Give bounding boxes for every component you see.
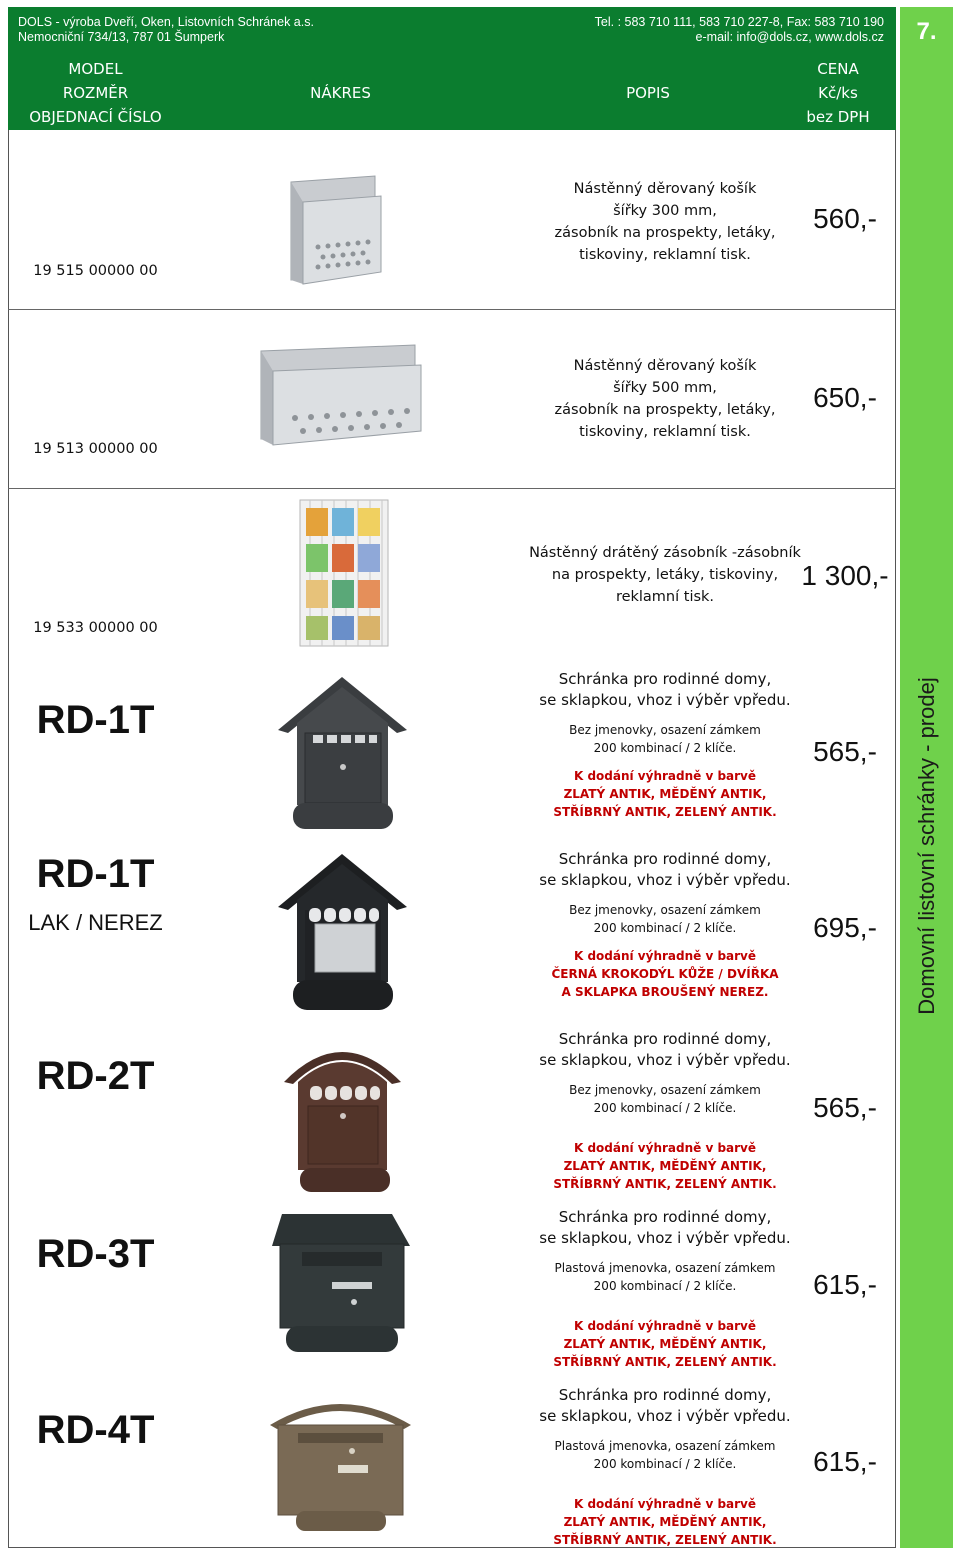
desc-line: se sklapkou, vhoz i výběr vpředu. — [539, 1229, 791, 1247]
desc-line: zásobník na prospekty, letáky, — [554, 402, 776, 418]
desc-line: ZLATÝ ANTIK, MĚDĚNÝ ANTIK, — [563, 1159, 767, 1173]
model-name: RD-1T — [36, 852, 155, 896]
desc-line: Plastová jmenovka, osazení zámkem — [554, 1261, 776, 1275]
desc-line: ZLATÝ ANTIK, MĚDĚNÝ ANTIK, — [563, 1337, 767, 1351]
desc-line: se sklapkou, vhoz i výběr vpředu. — [539, 1407, 791, 1425]
order-code: 19 515 00000 00 — [33, 263, 158, 279]
wire-brochure-rack-picture — [298, 498, 390, 648]
column-model — [8, 57, 183, 129]
price: 565,- — [813, 736, 877, 767]
desc-colors — [495, 1495, 835, 1549]
column-drawing: NÁKRES — [310, 84, 371, 102]
order-code: 19 533 00000 00 — [33, 620, 158, 636]
desc-main — [495, 669, 835, 711]
desc-line: Nástěnný drátěný zásobník -zásobník — [529, 545, 801, 561]
product-description — [495, 1029, 835, 1193]
desc-line: 200 kombinací / 2 klíče. — [593, 1101, 737, 1115]
desc-line: STŘÍBRNÝ ANTIK, ZELENÝ ANTIK. — [553, 1355, 777, 1369]
company-info — [18, 15, 314, 45]
desc-colors — [495, 767, 835, 821]
desc-line: se sklapkou, vhoz i výběr vpředu. — [539, 1051, 791, 1069]
price: 565,- — [813, 1092, 877, 1123]
desc-line: Bez jmenovky, osazení zámkem — [569, 723, 761, 737]
desc-line: reklamní tisk. — [615, 589, 715, 605]
desc-line: Plastová jmenovka, osazení zámkem — [554, 1439, 776, 1453]
desc-line: Nástěnný děrovaný košík — [573, 358, 757, 374]
desc-line: tiskoviny, reklamní tisk. — [579, 424, 751, 440]
desc-line: K dodání výhradně v barvě — [573, 949, 757, 963]
column-model-line: MODEL — [68, 60, 123, 78]
desc-lock — [495, 1437, 835, 1473]
category-sidebar — [900, 57, 953, 1548]
desc-line: STŘÍBRNÝ ANTIK, ZELENÝ ANTIK. — [553, 1533, 777, 1547]
price: 650,- — [813, 382, 877, 413]
price: 560,- — [813, 203, 877, 234]
model-name: RD-2T — [36, 1054, 155, 1098]
price: 615,- — [813, 1446, 877, 1477]
desc-lock — [495, 1081, 835, 1117]
desc-line: STŘÍBRNÝ ANTIK, ZELENÝ ANTIK. — [553, 805, 777, 819]
mailbox-rd-2t-picture — [280, 1030, 405, 1195]
row-divider — [8, 309, 896, 310]
mailbox-rd-1t-lak-nerez-picture — [275, 852, 410, 1017]
model-name: RD-3T — [36, 1232, 155, 1276]
desc-line: Bez jmenovky, osazení zámkem — [569, 903, 761, 917]
column-price — [773, 57, 903, 129]
product-description — [495, 355, 835, 443]
desc-line: Nástěnný děrovaný košík — [573, 181, 757, 197]
desc-line: 200 kombinací / 2 klíče. — [593, 741, 737, 755]
desc-line: ZLATÝ ANTIK, MĚDĚNÝ ANTIK, — [563, 1515, 767, 1529]
desc-colors — [495, 1139, 835, 1193]
product-description — [495, 542, 835, 608]
column-price-line: CENA — [817, 60, 859, 78]
model-name: RD-4T — [36, 1408, 155, 1452]
perforated-basket-500-picture — [255, 343, 425, 448]
desc-line: šířky 300 mm, — [613, 203, 717, 219]
desc-main — [495, 1029, 835, 1071]
product-description — [495, 1207, 835, 1371]
contact-info — [595, 15, 884, 45]
column-description: POPIS — [626, 84, 670, 102]
desc-line: A SKLAPKA BROUŠENÝ NEREZ. — [561, 985, 769, 999]
desc-lock — [495, 721, 835, 757]
product-description — [495, 178, 835, 266]
desc-main — [495, 849, 835, 891]
desc-line: STŘÍBRNÝ ANTIK, ZELENÝ ANTIK. — [553, 1177, 777, 1191]
column-price-line: Kč/ks — [818, 84, 858, 102]
row-divider — [8, 488, 896, 489]
desc-line: tiskoviny, reklamní tisk. — [579, 247, 751, 263]
desc-lock — [495, 1259, 835, 1295]
desc-line: Bez jmenovky, osazení zámkem — [569, 1083, 761, 1097]
company-address: Nemocniční 734/13, 787 01 Šumperk — [18, 30, 225, 44]
desc-line: 200 kombinací / 2 klíče. — [593, 1457, 737, 1471]
desc-line: K dodání výhradně v barvě — [573, 1319, 757, 1333]
desc-line: K dodání výhradně v barvě — [573, 1497, 757, 1511]
product-description — [495, 669, 835, 821]
order-code: 19 513 00000 00 — [33, 441, 158, 457]
desc-line: zásobník na prospekty, letáky, — [554, 225, 776, 241]
desc-main — [495, 1385, 835, 1427]
desc-line: Schránka pro rodinné domy, — [558, 1386, 772, 1404]
desc-line: šířky 500 mm, — [613, 380, 717, 396]
mailbox-rd-3t-picture — [272, 1210, 412, 1360]
desc-line: K dodání výhradně v barvě — [573, 769, 757, 783]
mailbox-rd-1t-picture — [275, 675, 410, 835]
desc-line: se sklapkou, vhoz i výběr vpředu. — [539, 871, 791, 889]
model-name: RD-1T — [36, 698, 155, 742]
desc-line: K dodání výhradně v barvě — [573, 1141, 757, 1155]
column-model-line: OBJEDNACÍ ČÍSLO — [29, 108, 162, 126]
desc-line: ZLATÝ ANTIK, MĚDĚNÝ ANTIK, — [563, 787, 767, 801]
desc-line: ČERNÁ KROKODÝL KŮŽE / DVÍŘKA — [551, 967, 779, 981]
company-name: DOLS - výroba Dveří, Oken, Listovních Schránek a.s. — [18, 15, 314, 29]
desc-line: Schránka pro rodinné domy, — [558, 670, 772, 688]
desc-main — [495, 1207, 835, 1249]
desc-line: Schránka pro rodinné domy, — [558, 1030, 772, 1048]
desc-colors — [495, 1317, 835, 1371]
price: 615,- — [813, 1269, 877, 1300]
column-model-line: ROZMĚR — [62, 84, 129, 102]
product-description — [495, 849, 835, 1001]
price: 695,- — [813, 912, 877, 943]
desc-colors — [495, 947, 835, 1001]
product-description — [495, 1385, 835, 1549]
desc-lock — [495, 901, 835, 937]
category-label: Domovní listovní schránky - prodej — [913, 677, 939, 1015]
column-header — [8, 57, 896, 130]
desc-line: Schránka pro rodinné domy, — [558, 1208, 772, 1226]
company-header-bar — [8, 7, 896, 57]
perforated-basket-300-picture — [283, 172, 383, 287]
email-web: e-mail: info@dols.cz, www.dols.cz — [695, 30, 884, 44]
desc-line: Schránka pro rodinné domy, — [558, 850, 772, 868]
column-price-line: bez DPH — [806, 108, 870, 126]
desc-line: se sklapkou, vhoz i výběr vpředu. — [539, 691, 791, 709]
desc-line: na prospekty, letáky, tiskoviny, — [551, 567, 779, 583]
desc-line: 200 kombinací / 2 klíče. — [593, 921, 737, 935]
model-variant: LAK / NEREZ — [28, 910, 163, 935]
desc-line: 200 kombinací / 2 klíče. — [593, 1279, 737, 1293]
price: 1 300,- — [801, 560, 889, 591]
mailbox-rd-4t-picture — [268, 1385, 413, 1535]
page-number: 7. — [900, 7, 953, 57]
phone-fax: Tel. : 583 710 111, 583 710 227-8, Fax: 583 710 190 — [594, 15, 884, 29]
